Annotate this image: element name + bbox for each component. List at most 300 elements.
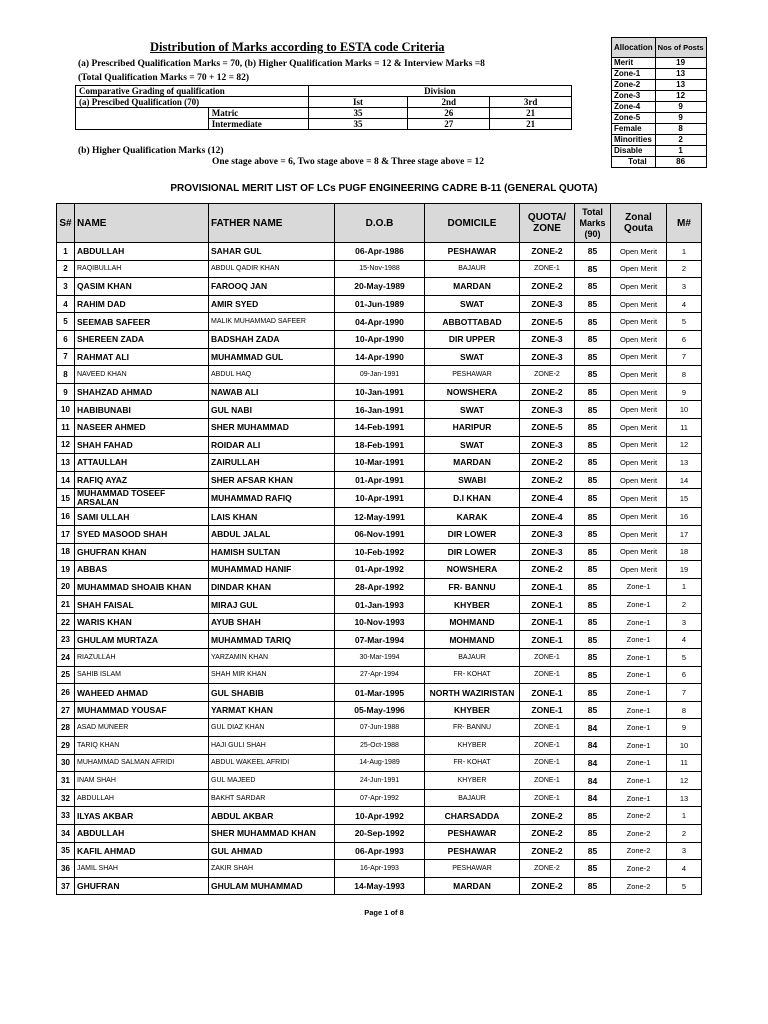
cell-total-marks: 85 bbox=[575, 436, 611, 454]
grading-header-row bbox=[76, 86, 572, 97]
cell-father-name: FAROOQ JAN bbox=[209, 278, 335, 296]
allocation-name: Female bbox=[612, 124, 656, 135]
allocation-table bbox=[611, 37, 707, 168]
grading-columns-row bbox=[76, 97, 572, 108]
table-row bbox=[57, 737, 702, 755]
col-header-zonal: Zonal Qouta bbox=[611, 204, 667, 243]
table-row bbox=[57, 561, 702, 579]
table-row bbox=[57, 649, 702, 667]
allocation-name: Total bbox=[612, 157, 656, 168]
cell-father-name: ROIDAR ALI bbox=[209, 436, 335, 454]
cell-sno: 22 bbox=[57, 613, 75, 631]
cell-total-marks: 85 bbox=[575, 842, 611, 860]
cell-name: GHUFRAN bbox=[75, 877, 209, 895]
cell-sno: 28 bbox=[57, 719, 75, 737]
stage-marks-line: One stage above = 6, Two stage above = 8 & Three stage above = 12 bbox=[212, 157, 485, 167]
cell-name: INAM SHAH bbox=[75, 772, 209, 790]
cell-dob: 10-Jan-1991 bbox=[335, 383, 425, 401]
cell-father-name: NAWAB ALI bbox=[209, 383, 335, 401]
cell-zone: ZONE-2 bbox=[520, 454, 575, 472]
cell-zone: ZONE-1 bbox=[520, 260, 575, 278]
cell-name: ABDULLAH bbox=[75, 243, 209, 261]
cell-dob: 07-Jun-1988 bbox=[335, 719, 425, 737]
cell-merit-number: 5 bbox=[667, 649, 702, 667]
allocation-posts: 13 bbox=[655, 80, 706, 91]
cell-merit-number: 16 bbox=[667, 508, 702, 526]
table-row bbox=[57, 401, 702, 419]
cell-name: RAHMAT ALI bbox=[75, 348, 209, 366]
cell-zone: ZONE-1 bbox=[520, 719, 575, 737]
cell-total-marks: 85 bbox=[575, 684, 611, 702]
cell-father-name: LAIS KHAN bbox=[209, 508, 335, 526]
cell-total-marks: 85 bbox=[575, 489, 611, 508]
cell-zonal-quota: Zone-1 bbox=[611, 613, 667, 631]
allocation-name: Zone-4 bbox=[612, 102, 656, 113]
cell-father-name: MUHAMMAD TARIQ bbox=[209, 631, 335, 649]
cell-zonal-quota: Zone-1 bbox=[611, 789, 667, 807]
cell-zone: ZONE-2 bbox=[520, 561, 575, 579]
cell-total-marks: 85 bbox=[575, 613, 611, 631]
cell-zonal-quota: Zone-1 bbox=[611, 772, 667, 790]
cell-zonal-quota: Open Merit bbox=[611, 278, 667, 296]
cell-domicile: DIR UPPER bbox=[425, 330, 520, 348]
cell-domicile: BAJAUR bbox=[425, 260, 520, 278]
cell-sno: 13 bbox=[57, 454, 75, 472]
allocation-row bbox=[612, 146, 707, 157]
table-row bbox=[57, 525, 702, 543]
cell-father-name: MUHAMMAD GUL bbox=[209, 348, 335, 366]
col-header-sno: S# bbox=[57, 204, 75, 243]
cell-dob: 25-Oct-1988 bbox=[335, 737, 425, 755]
cell-merit-number: 3 bbox=[667, 613, 702, 631]
cell-zonal-quota: Open Merit bbox=[611, 401, 667, 419]
cell-dob: 01-Jan-1993 bbox=[335, 596, 425, 614]
cell-merit-number: 17 bbox=[667, 525, 702, 543]
allocation-row bbox=[612, 124, 707, 135]
cell-sno: 36 bbox=[57, 860, 75, 878]
cell-merit-number: 5 bbox=[667, 313, 702, 331]
col-header-marks: Total Marks (90) bbox=[575, 204, 611, 243]
cell-father-name: GHULAM MUHAMMAD bbox=[209, 877, 335, 895]
allocation-posts: 9 bbox=[655, 102, 706, 113]
cell-dob: 20-Sep-1992 bbox=[335, 825, 425, 843]
cell-sno: 33 bbox=[57, 807, 75, 825]
cell-name: MUHAMMAD YOUSAF bbox=[75, 701, 209, 719]
cell-name: SHAHZAD AHMAD bbox=[75, 383, 209, 401]
cell-merit-number: 1 bbox=[667, 807, 702, 825]
cell-name: SHAH FAHAD bbox=[75, 436, 209, 454]
cell-domicile: NOWSHERA bbox=[425, 383, 520, 401]
table-row bbox=[57, 330, 702, 348]
cell-father-name: GUL MAJEED bbox=[209, 772, 335, 790]
cell-zone: ZONE-2 bbox=[520, 243, 575, 261]
cell-domicile: SWAT bbox=[425, 401, 520, 419]
cell-domicile: NORTH WAZIRISTAN bbox=[425, 684, 520, 702]
cell-zonal-quota: Zone-1 bbox=[611, 684, 667, 702]
cell-zonal-quota: Open Merit bbox=[611, 436, 667, 454]
cell-name: TARIQ KHAN bbox=[75, 737, 209, 755]
cell-zonal-quota: Zone-2 bbox=[611, 807, 667, 825]
cell-name: HABIBUNABI bbox=[75, 401, 209, 419]
cell-sno: 8 bbox=[57, 366, 75, 384]
cell-zone: ZONE-3 bbox=[520, 330, 575, 348]
table-row bbox=[57, 543, 702, 561]
cell-merit-number: 11 bbox=[667, 754, 702, 772]
table-row bbox=[57, 578, 702, 596]
cell-domicile: MARDAN bbox=[425, 454, 520, 472]
table-row bbox=[57, 842, 702, 860]
cell-total-marks: 85 bbox=[575, 543, 611, 561]
cell-domicile: KHYBER bbox=[425, 701, 520, 719]
cell-domicile: SWABI bbox=[425, 471, 520, 489]
cell-sno: 17 bbox=[57, 525, 75, 543]
cell-name: ATTAULLAH bbox=[75, 454, 209, 472]
total-marks-line: (Total Qualification Marks = 70 + 12 = 82) bbox=[78, 73, 250, 83]
cell-sno: 23 bbox=[57, 631, 75, 649]
cell-domicile: FR- BANNU bbox=[425, 578, 520, 596]
cell-zone: ZONE-2 bbox=[520, 383, 575, 401]
division-label: Division bbox=[308, 86, 571, 97]
cell-sno: 7 bbox=[57, 348, 75, 366]
table-row bbox=[57, 807, 702, 825]
cell-name: QASIM KHAN bbox=[75, 278, 209, 296]
cell-sno: 5 bbox=[57, 313, 75, 331]
cell-total-marks: 84 bbox=[575, 754, 611, 772]
cell-domicile: FR- BANNU bbox=[425, 719, 520, 737]
cell-dob: 06-Nov-1991 bbox=[335, 525, 425, 543]
cell-name: ILYAS AKBAR bbox=[75, 807, 209, 825]
cell-sno: 3 bbox=[57, 278, 75, 296]
cell-father-name: BADSHAH ZADA bbox=[209, 330, 335, 348]
cell-domicile: KHYBER bbox=[425, 737, 520, 755]
cell-dob: 27-Apr-1994 bbox=[335, 666, 425, 684]
allocation-header: Allocation bbox=[612, 38, 656, 58]
cell-merit-number: 1 bbox=[667, 243, 702, 261]
table-row bbox=[57, 825, 702, 843]
cell-zone: ZONE-1 bbox=[520, 613, 575, 631]
cell-dob: 20-May-1989 bbox=[335, 278, 425, 296]
allocation-row bbox=[612, 135, 707, 146]
cell-merit-number: 1 bbox=[667, 578, 702, 596]
allocation-posts: 2 bbox=[655, 135, 706, 146]
cell-zonal-quota: Open Merit bbox=[611, 454, 667, 472]
grading-value: 21 bbox=[490, 108, 572, 119]
cell-zonal-quota: Open Merit bbox=[611, 260, 667, 278]
cell-dob: 10-Apr-1991 bbox=[335, 489, 425, 508]
cell-zone: ZONE-2 bbox=[520, 842, 575, 860]
cell-dob: 18-Feb-1991 bbox=[335, 436, 425, 454]
cell-name: NASEER AHMED bbox=[75, 418, 209, 436]
cell-zone: ZONE-1 bbox=[520, 684, 575, 702]
division-3rd: 3rd bbox=[490, 97, 572, 108]
cell-zonal-quota: Zone-1 bbox=[611, 701, 667, 719]
cell-father-name: GUL AHMAD bbox=[209, 842, 335, 860]
allocation-name: Zone-3 bbox=[612, 91, 656, 102]
table-row bbox=[57, 508, 702, 526]
cell-zonal-quota: Open Merit bbox=[611, 561, 667, 579]
cell-zone: ZONE-1 bbox=[520, 596, 575, 614]
cell-merit-number: 9 bbox=[667, 383, 702, 401]
cell-dob: 05-May-1996 bbox=[335, 701, 425, 719]
cell-sno: 16 bbox=[57, 508, 75, 526]
cell-dob: 01-Apr-1991 bbox=[335, 471, 425, 489]
cell-sno: 31 bbox=[57, 772, 75, 790]
cell-dob: 07-Mar-1994 bbox=[335, 631, 425, 649]
cell-sno: 29 bbox=[57, 737, 75, 755]
allocation-name: Zone-2 bbox=[612, 80, 656, 91]
cell-father-name: ABDUL JALAL bbox=[209, 525, 335, 543]
cell-dob: 14-Feb-1991 bbox=[335, 418, 425, 436]
cell-dob: 09-Jan-1991 bbox=[335, 366, 425, 384]
cell-dob: 01-Jun-1989 bbox=[335, 295, 425, 313]
cell-dob: 14-May-1993 bbox=[335, 877, 425, 895]
table-row bbox=[57, 613, 702, 631]
cell-dob: 04-Apr-1990 bbox=[335, 313, 425, 331]
cell-zonal-quota: Zone-1 bbox=[611, 737, 667, 755]
cell-zone: ZONE-3 bbox=[520, 436, 575, 454]
cell-father-name: HAJI GULI SHAH bbox=[209, 737, 335, 755]
cell-sno: 25 bbox=[57, 666, 75, 684]
cell-merit-number: 4 bbox=[667, 860, 702, 878]
cell-zonal-quota: Zone-2 bbox=[611, 842, 667, 860]
col-header-mno: M# bbox=[667, 204, 702, 243]
table-row bbox=[57, 471, 702, 489]
cell-merit-number: 2 bbox=[667, 596, 702, 614]
cell-name: SAHIB ISLAM bbox=[75, 666, 209, 684]
cell-name: WARIS KHAN bbox=[75, 613, 209, 631]
cell-father-name: SHER MUHAMMAD KHAN bbox=[209, 825, 335, 843]
cell-name: RAQIBULLAH bbox=[75, 260, 209, 278]
cell-domicile: FR- KOHAT bbox=[425, 666, 520, 684]
cell-merit-number: 12 bbox=[667, 772, 702, 790]
cell-name: WAHEED AHMAD bbox=[75, 684, 209, 702]
cell-zonal-quota: Zone-1 bbox=[611, 596, 667, 614]
table-row bbox=[57, 454, 702, 472]
cell-dob: 01-Mar-1995 bbox=[335, 684, 425, 702]
table-row bbox=[57, 489, 702, 508]
cell-father-name: DINDAR KHAN bbox=[209, 578, 335, 596]
cell-total-marks: 84 bbox=[575, 789, 611, 807]
grading-value: 27 bbox=[408, 119, 490, 130]
col-header-dob: D.O.B bbox=[335, 204, 425, 243]
cell-sno: 35 bbox=[57, 842, 75, 860]
cell-domicile: SWAT bbox=[425, 348, 520, 366]
cell-domicile: KHYBER bbox=[425, 772, 520, 790]
cell-domicile: NOWSHERA bbox=[425, 561, 520, 579]
cell-domicile: MOHMAND bbox=[425, 613, 520, 631]
prescribed-label: (a) Prescibed Qualification (70) bbox=[76, 97, 309, 108]
posts-header: Nos of Posts bbox=[655, 38, 706, 58]
cell-zonal-quota: Open Merit bbox=[611, 330, 667, 348]
cell-merit-number: 2 bbox=[667, 260, 702, 278]
cell-merit-number: 6 bbox=[667, 666, 702, 684]
allocation-posts: 9 bbox=[655, 113, 706, 124]
higher-qualification-line: (b) Higher Qualification Marks (12) bbox=[78, 146, 224, 156]
grading-title: Comparative Grading of qualification bbox=[76, 86, 309, 97]
cell-name: ABBAS bbox=[75, 561, 209, 579]
cell-merit-number: 12 bbox=[667, 436, 702, 454]
grading-row-label: Matric bbox=[208, 108, 308, 119]
cell-domicile: BAJAUR bbox=[425, 649, 520, 667]
cell-father-name: ZAIRULLAH bbox=[209, 454, 335, 472]
cell-name: SEEMAB SAFEER bbox=[75, 313, 209, 331]
cell-name: GHUFRAN KHAN bbox=[75, 543, 209, 561]
cell-total-marks: 85 bbox=[575, 525, 611, 543]
cell-zone: ZONE-3 bbox=[520, 348, 575, 366]
cell-domicile: MARDAN bbox=[425, 278, 520, 296]
cell-zone: ZONE-2 bbox=[520, 807, 575, 825]
cell-sno: 12 bbox=[57, 436, 75, 454]
cell-total-marks: 85 bbox=[575, 649, 611, 667]
grading-value: 35 bbox=[308, 108, 408, 119]
table-row bbox=[57, 366, 702, 384]
allocation-name: Merit bbox=[612, 58, 656, 69]
cell-dob: 06-Apr-1986 bbox=[335, 243, 425, 261]
cell-total-marks: 85 bbox=[575, 561, 611, 579]
cell-zonal-quota: Open Merit bbox=[611, 295, 667, 313]
cell-father-name: MALIK MUHAMMAD SAFEER bbox=[209, 313, 335, 331]
allocation-header-row bbox=[612, 38, 707, 58]
cell-dob: 12-May-1991 bbox=[335, 508, 425, 526]
cell-name: MUHAMMAD SALMAN AFRIDI bbox=[75, 754, 209, 772]
cell-domicile: PESHAWAR bbox=[425, 842, 520, 860]
cell-zone: ZONE-1 bbox=[520, 631, 575, 649]
cell-zonal-quota: Open Merit bbox=[611, 243, 667, 261]
cell-zone: ZONE-2 bbox=[520, 877, 575, 895]
allocation-row bbox=[612, 113, 707, 124]
cell-total-marks: 85 bbox=[575, 383, 611, 401]
cell-total-marks: 84 bbox=[575, 719, 611, 737]
cell-father-name: ABDUL HAQ bbox=[209, 366, 335, 384]
table-row bbox=[57, 860, 702, 878]
cell-zone: ZONE-2 bbox=[520, 471, 575, 489]
cell-zone: ZONE-2 bbox=[520, 860, 575, 878]
allocation-name: Minorities bbox=[612, 135, 656, 146]
cell-domicile: KARAK bbox=[425, 508, 520, 526]
table-row bbox=[57, 243, 702, 261]
cell-dob: 01-Apr-1992 bbox=[335, 561, 425, 579]
cell-total-marks: 85 bbox=[575, 701, 611, 719]
cell-father-name: AMIR SYED bbox=[209, 295, 335, 313]
table-row bbox=[57, 348, 702, 366]
cell-zonal-quota: Zone-2 bbox=[611, 877, 667, 895]
cell-zone: ZONE-3 bbox=[520, 543, 575, 561]
cell-zone: ZONE-5 bbox=[520, 418, 575, 436]
cell-dob: 06-Apr-1993 bbox=[335, 842, 425, 860]
cell-merit-number: 13 bbox=[667, 789, 702, 807]
page-number: Page 1 of 8 bbox=[364, 908, 404, 917]
cell-father-name: MIRAJ GUL bbox=[209, 596, 335, 614]
cell-merit-number: 5 bbox=[667, 877, 702, 895]
cell-merit-number: 6 bbox=[667, 330, 702, 348]
cell-father-name: HAMISH SULTAN bbox=[209, 543, 335, 561]
cell-domicile: DIR LOWER bbox=[425, 525, 520, 543]
cell-sno: 11 bbox=[57, 418, 75, 436]
cell-zone: ZONE-1 bbox=[520, 666, 575, 684]
cell-domicile: PESHAWAR bbox=[425, 243, 520, 261]
cell-name: SAMI ULLAH bbox=[75, 508, 209, 526]
cell-father-name: GUL DIAZ KHAN bbox=[209, 719, 335, 737]
cell-merit-number: 3 bbox=[667, 278, 702, 296]
cell-sno: 6 bbox=[57, 330, 75, 348]
cell-sno: 21 bbox=[57, 596, 75, 614]
cell-name: MUHAMMAD TOSEEF ARSALAN bbox=[75, 489, 209, 508]
division-1st: Ist bbox=[308, 97, 408, 108]
cell-name: ASAD MUNEER bbox=[75, 719, 209, 737]
cell-dob: 16-Jan-1991 bbox=[335, 401, 425, 419]
cell-merit-number: 4 bbox=[667, 295, 702, 313]
allocation-row bbox=[612, 102, 707, 113]
cell-name: RIAZULLAH bbox=[75, 649, 209, 667]
cell-total-marks: 85 bbox=[575, 596, 611, 614]
cell-total-marks: 85 bbox=[575, 825, 611, 843]
cell-merit-number: 4 bbox=[667, 631, 702, 649]
cell-dob: 30-Mar-1994 bbox=[335, 649, 425, 667]
cell-name: KAFIL AHMAD bbox=[75, 842, 209, 860]
cell-father-name: ABDUL WAKEEL AFRIDI bbox=[209, 754, 335, 772]
table-row bbox=[57, 772, 702, 790]
cell-total-marks: 84 bbox=[575, 737, 611, 755]
cell-father-name: MUHAMMAD RAFIQ bbox=[209, 489, 335, 508]
cell-father-name: GUL SHABIB bbox=[209, 684, 335, 702]
cell-zonal-quota: Open Merit bbox=[611, 543, 667, 561]
cell-domicile: MARDAN bbox=[425, 877, 520, 895]
cell-merit-number: 10 bbox=[667, 401, 702, 419]
allocation-posts: 12 bbox=[655, 91, 706, 102]
cell-dob: 16-Apr-1993 bbox=[335, 860, 425, 878]
allocation-name: Disable bbox=[612, 146, 656, 157]
table-row bbox=[57, 383, 702, 401]
cell-zone: ZONE-1 bbox=[520, 789, 575, 807]
merit-table-header bbox=[57, 204, 702, 243]
cell-total-marks: 85 bbox=[575, 243, 611, 261]
table-row bbox=[57, 260, 702, 278]
cell-sno: 34 bbox=[57, 825, 75, 843]
cell-father-name: MUHAMMAD HANIF bbox=[209, 561, 335, 579]
table-row bbox=[57, 436, 702, 454]
cell-total-marks: 85 bbox=[575, 508, 611, 526]
cell-total-marks: 85 bbox=[575, 295, 611, 313]
cell-dob: 14-Apr-1990 bbox=[335, 348, 425, 366]
cell-dob: 15-Nov-1988 bbox=[335, 260, 425, 278]
cell-domicile: BAJAUR bbox=[425, 789, 520, 807]
table-row bbox=[57, 278, 702, 296]
cell-domicile: D.I KHAN bbox=[425, 489, 520, 508]
allocation-posts: 19 bbox=[655, 58, 706, 69]
cell-zonal-quota: Open Merit bbox=[611, 418, 667, 436]
cell-dob: 28-Apr-1992 bbox=[335, 578, 425, 596]
cell-father-name: SHER MUHAMMAD bbox=[209, 418, 335, 436]
grading-row-matric bbox=[76, 108, 572, 119]
cell-zonal-quota: Zone-1 bbox=[611, 754, 667, 772]
cell-sno: 10 bbox=[57, 401, 75, 419]
table-row bbox=[57, 701, 702, 719]
cell-zonal-quota: Open Merit bbox=[611, 471, 667, 489]
allocation-posts: 1 bbox=[655, 146, 706, 157]
cell-sno: 2 bbox=[57, 260, 75, 278]
cell-dob: 14-Aug-1989 bbox=[335, 754, 425, 772]
cell-name: ABDULLAH bbox=[75, 825, 209, 843]
table-row bbox=[57, 789, 702, 807]
cell-zonal-quota: Zone-1 bbox=[611, 719, 667, 737]
grading-row-label: Intermediate bbox=[208, 119, 308, 130]
cell-sno: 14 bbox=[57, 471, 75, 489]
cell-zone: ZONE-1 bbox=[520, 754, 575, 772]
cell-total-marks: 85 bbox=[575, 578, 611, 596]
cell-zonal-quota: Open Merit bbox=[611, 383, 667, 401]
cell-dob: 10-Apr-1992 bbox=[335, 807, 425, 825]
table-row bbox=[57, 313, 702, 331]
